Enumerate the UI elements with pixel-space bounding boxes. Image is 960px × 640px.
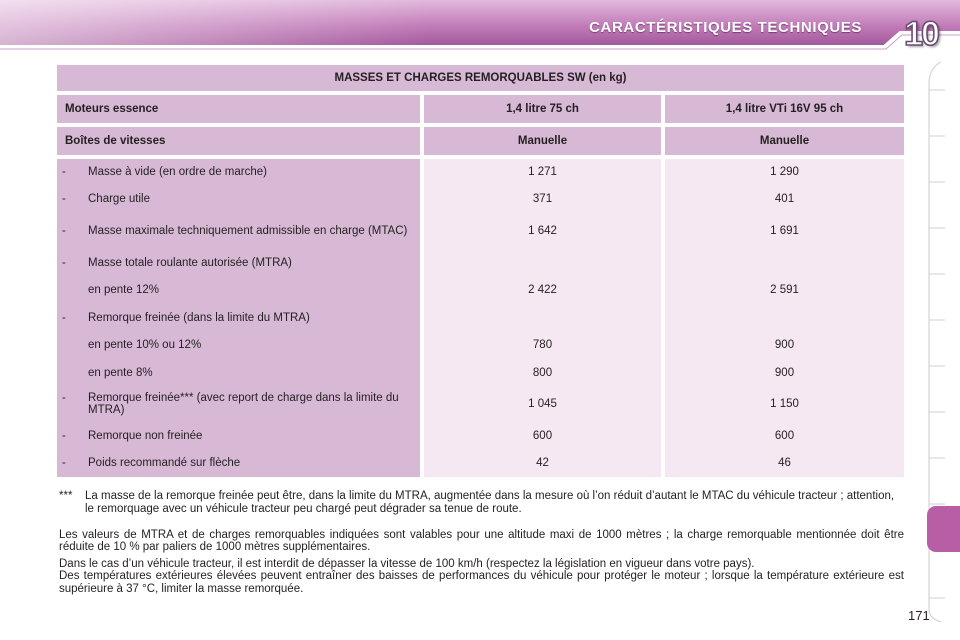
row-label: Masse totale roulante autorisée (MTRA) [88,256,292,269]
engine-2: 1,4 litre VTi 16V 95 ch [661,95,904,123]
note-altitude: Les valeurs de MTRA et de charges remorquables indiquées sont valables pour une altitude maxi de 1000 mètres ; la charge remorquable mentionnée doit être réduite de 10 % par paliers de 1000 mètres supplémentaires. [59,529,904,554]
row-dash [62,339,88,351]
table-title: MASSES ET CHARGES REMORQUABLES SW (en kg) [57,65,904,91]
row-label: en pente 8% [88,366,153,379]
row-value-1: 780 [420,331,661,359]
row-value-2: 1 150 [661,386,904,422]
row-dash [62,367,88,379]
row-value-2: 1 290 [661,159,904,185]
table-title-row [57,65,904,91]
table-row [57,386,904,422]
table-row [57,185,904,213]
row-label: Remorque freinée*** (avec report de charge dans la limite du MTRA) [88,392,399,416]
table-row [57,449,904,477]
engine-label: Moteurs essence [57,95,420,123]
table-row [57,331,904,359]
towing-weights-table [57,65,904,477]
row-value-1: 1 271 [420,159,661,185]
row-value-2: 1 691 [661,213,904,249]
row-value-1 [420,249,661,276]
row-value-2: 2 591 [661,276,904,304]
table-row [57,359,904,386]
table-row [57,304,904,331]
row-value-2 [661,304,904,331]
row-value-1: 1 045 [420,386,661,422]
row-dash: - [62,166,66,178]
row-value-2 [661,249,904,276]
towing-notes [59,529,904,595]
row-value-1: 800 [420,359,661,386]
active-chapter-tab[interactable] [927,506,960,552]
row-dash: - [62,392,66,404]
row-label: en pente 10% ou 12% [88,339,202,351]
row-value-1: 42 [420,449,661,477]
row-dash: - [62,311,66,324]
page-number: 171 [908,608,930,623]
row-value-1 [420,304,661,331]
footnote-text: La masse de la remorque freinée peut être, dans la limite du MTRA, augmentée dans la mesure où l’on réduit d’autant le MTAC du véhicule tracteur ; attention, le remorquage avec un véhicule tracteur peu chargé peut dégrader sa tenue de route. [85,490,895,515]
engine-row [57,95,904,123]
chapter-number-badge: 10 [904,15,938,53]
row-label: en pente 12% [88,284,159,296]
row-label: Remorque freinée (dans la limite du MTRA) [88,311,310,324]
row-dash: - [62,457,66,469]
table-row [57,249,904,276]
row-dash [62,284,88,296]
row-value-2: 46 [661,449,904,477]
chapter-header [0,0,960,56]
row-value-2: 401 [661,185,904,213]
row-value-2: 900 [661,331,904,359]
table-row [57,213,904,249]
row-label: Masse maximale techniquement admissible en charge (MTAC) [88,225,408,237]
row-dash: - [62,193,66,205]
gearbox-row [57,127,904,155]
row-label: Charge utile [88,193,151,205]
gearbox-2: Manuelle [661,127,904,155]
row-dash: - [62,225,66,237]
engine-1: 1,4 litre 75 ch [420,95,661,123]
row-label: Masse à vide (en ordre de marche) [88,166,267,178]
note-speed: Dans le cas d’un véhicule tracteur, il est interdit de dépasser la vitesse de 100 km/h (respectez la législation en vigueur dans votre pays). [59,557,755,570]
gearbox-label: Boîtes de vitesses [57,127,420,155]
row-label: Poids recommandé sur flèche [88,457,241,469]
row-value-2: 600 [661,422,904,449]
footnote-marker: *** [59,490,73,502]
row-value-1: 2 422 [420,276,661,304]
note-temperature: Des températures extérieures élevées peuvent entraîner des baisses de performances du véhicule pour protéger le moteur ; lorsque la température extérieure est supérieure à 37 °C, limiter la masse remorquée. [59,570,904,595]
gearbox-1: Manuelle [420,127,661,155]
row-dash: - [62,256,66,269]
row-value-2: 900 [661,359,904,386]
table-footnote [59,490,904,516]
row-label: Remorque non freinée [88,429,203,442]
table-row [57,159,904,185]
row-value-1: 371 [420,185,661,213]
row-value-1: 600 [420,422,661,449]
row-value-1: 1 642 [420,213,661,249]
table-row [57,276,904,304]
row-dash: - [62,429,66,442]
chapter-title: CARACTÉRISTIQUES TECHNIQUES [589,19,862,36]
table-row [57,422,904,449]
